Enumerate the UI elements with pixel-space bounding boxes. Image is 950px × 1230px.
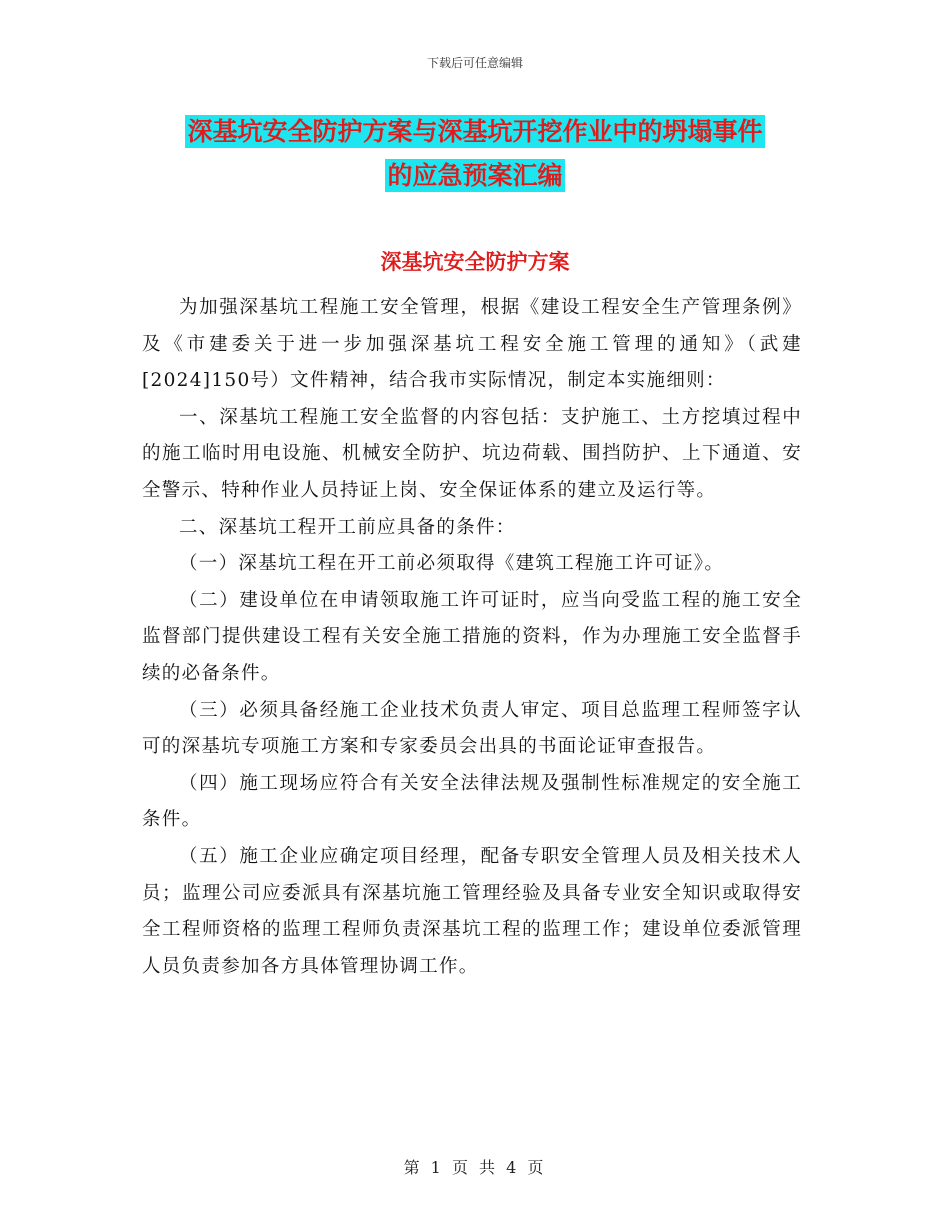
- paragraph: （四）施工现场应符合有关安全法律法规及强制性标准规定的安全施工条件。: [142, 772, 802, 831]
- header-note: 下载后可任意编辑: [426, 56, 523, 70]
- paragraph: 一、深基坑工程施工安全监督的内容包括：支护施工、土方挖填过程中的施工临时用电设施、机械安全防护、坑边荷载、围挡防护、上下通道、安全警示、特种作业人员持证上岗、安全保证体系的建立及运行等。: [142, 406, 802, 501]
- paragraph: 为加强深基坑工程施工安全管理，根据《建设工程安全生产管理条例》及《市建委关于进一步加强深基坑工程安全施工管理的通知》（武建[2024]150号）文件精神，结合我市实际情况，制定本实施细则：: [142, 297, 802, 392]
- paragraph: （五）施工企业应确定项目经理，配备专职安全管理人员及相关技术人员；监理公司应委派具有深基坑施工管理经验及具备专业安全知识或取得安全工程师资格的监理工程师负责深基坑工程的监理工作；建设单位委派管理人员负责参加各方具体管理协调工作。: [142, 845, 802, 977]
- document-title-line-1: 深基坑安全防护方案与深基坑开挖作业中的坍塌事件: [187, 117, 763, 146]
- paragraph: 二、深基坑工程开工前应具备的条件：: [179, 516, 516, 538]
- paragraph: （一）深基坑工程在开工前必须取得《建筑工程施工许可证》。: [179, 553, 725, 575]
- document-title: [0, 110, 950, 198]
- document-body: [142, 290, 802, 985]
- paragraph: （三）必须具备经施工企业技术负责人审定、项目总监理工程师签字认可的深基坑专项施工方案和专家委员会出具的书面论证审查报告。: [142, 699, 802, 758]
- section-title: 深基坑安全防护方案: [380, 250, 570, 274]
- page-number-footer: 第 1 页 共 4 页: [403, 1158, 547, 1177]
- paragraph: （二）建设单位在申请领取施工许可证时，应当向受监工程的施工安全监督部门提供建设工程有关安全施工措施的资料，作为办理施工安全监督手续的必备条件。: [142, 589, 802, 684]
- document-title-line-2: 的应急预案汇编: [387, 161, 563, 190]
